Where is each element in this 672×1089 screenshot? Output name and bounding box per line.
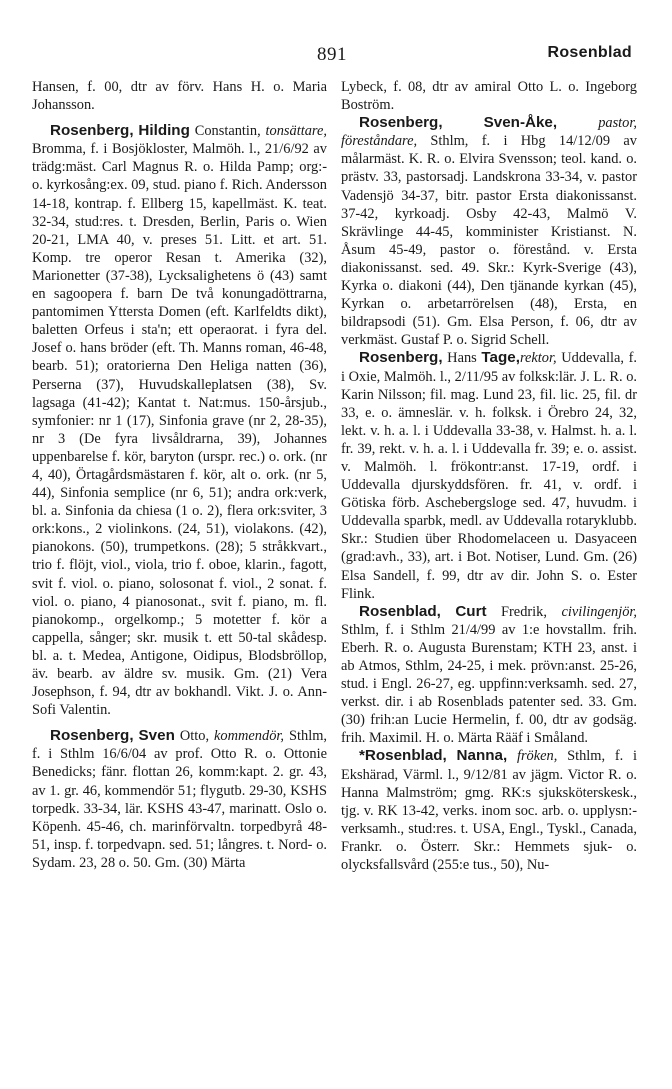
entry-text: Uddevalla, f. i Oxie, Malmöh. l., 2/11/95 av folksk:lär. J. L. R. o. Karin Nilsson; fil. mag. Lund 23, fil. lic. 25, fil. dr 33, e. o. ämneslär. v. h. folksk. i Örebro 24, 32, lekt. v. h. a. l. i Uddevalla 33-38, v. Halmst. h. a. l. fr. 39, rekt. v. h. a. l. i Uddevalla fr. 39; e. o. assist. v. Malmöh. l. frökontr:anst. 17-19, ordf. i Uddevalla djurskyddsfören. fr. 41, v. ordf. i Götiska förb. Aschebergsloge sed. 47, huvudm. i Uddevalla sparbk, medl. av Uddevalla rotaryklubb. Skr.: Studien über Rhodomelaceen u. Dasyaceen (grad:avh., 33), art. i Bot. Notiser, Lund. Gm. (26) Elsa Sandell, f. 99, dtr av dir. John S. o. Ester Flink. bbox=[341, 350, 637, 602]
entry-given-name: Sven-Åke, bbox=[483, 114, 558, 132]
entry-given-name: Nanna, bbox=[456, 747, 508, 765]
entry-given-name: Sven bbox=[138, 727, 175, 745]
entry-surname: Rosenberg, bbox=[50, 122, 134, 140]
entry-given-name: Curt bbox=[455, 602, 487, 620]
entry-given-name: Hilding bbox=[138, 122, 190, 140]
entry-name-rest: Fredrik, bbox=[486, 603, 547, 620]
running-head: Rosenblad bbox=[547, 44, 632, 61]
entry-name-rest: Constantin, bbox=[189, 123, 261, 140]
entry-title: pastor, föreståndare, bbox=[341, 115, 637, 150]
entry-continuation bbox=[341, 78, 637, 114]
entry-surname: *Rosenblad, bbox=[359, 747, 447, 765]
left-column bbox=[32, 78, 327, 872]
entry-title: civilingenjör, bbox=[561, 603, 637, 620]
entry-text: Hansen, f. 00, dtr av förv. Hans H. o. Maria Johansson. bbox=[32, 79, 327, 114]
entry-surname: Rosenberg, bbox=[50, 727, 134, 745]
entry-name-rest: Otto, bbox=[174, 728, 210, 745]
entry-rosenberg-sven-ake bbox=[341, 114, 637, 349]
entry-given-name: Tage, bbox=[481, 349, 520, 367]
entry-rosenblad-curt bbox=[341, 603, 637, 748]
entry-surname: Rosenberg, bbox=[359, 114, 443, 132]
entry-text: Bromma, f. i Bosjökloster, Malmöh. l., 21/6/92 av trädg:mäst. Carl Magnus R. o. Hilda Pamp; org:- o. kyrkosång:ex. 09, stud. piano f. Rich. Andersson 14-18, kontrap. f. Ellberg 15, kapellmäst. K. teat. 32-34, stud:res. t. Dresden, Berlin, Paris o. Wien 20-21, LMA 40, v. preses 51. Litt. et art. 51. Komp. tre operor Resan t. Amerika (32), Marionetter (37-38), Lycksalighetens ö (43) samt en sagoopera f. barn De två konungadöttrarna, pantomimen Ytterstа Domen (eft. Karlfeldts dikt), baletten Orfeus i sta'n; ett operaorat. i fyra del. Josef o. hans bröder (eft. Th. Manns roman, 46-48, bearb. 51); oratorierna Den Heliga natten (36), Perserna (37), Huvudskalleplatsen (38), Sv. lagsaga (41-42); Kantat t. Nat:mus. 150-årsjub., symfonier: nr 1 (17), Sinfonia grave (nr 2, 28-35), nr 3 (De fyra livsåldrarna, 39), Johannes uppenbarelse f. kör, baryton (urspr. rec.) o. ork. (nr 4, 40), Örtagårdsmästaren f. kör, alt o. ork. (nr 5, 44), Sinfonia semplice (nr 6, 51); andra ork:verk, bl. a. Sinfonia da chiesa (1 o. 2), flera ork:sviter, 3 ork:kons., 2 violinkons. (24, 51), violakons. (42), pianokons. (50), trumpetkons. (28); 5 stråkkvart., trio f. flöjt, viol., viola, trio f. oboe, klarin., fagott, svit f. viol. o. piano, solosonat f. viol., 2 sonat. f. viol. o. piano, 4 pianosonat., svit f. piano, m. fl. pianokomp., orgelkomp.; 5 motetter f. kör a cappella, sånger; skr. musik t. ett 50-tal skådesp. bl. a. t. Medea, Antigone, Oidipus, Blodsbröllop, äv. bearb. av äldre sv. musik. Gm. (21) Vera Josephson, f. 94, dtr av bokhandl. Vikt. J. o. Ann-Sofi Valentin. bbox=[32, 141, 327, 719]
right-column bbox=[341, 78, 637, 874]
entry-title: rektor, bbox=[519, 350, 557, 367]
entry-rosenberg-hilding bbox=[32, 122, 327, 719]
entry-text: Sthlm, f. i Hbg 14/12/09 av målarmäst. K. R. o. Elvira Svensson; teol. kand. o. prästv. 33, pastorsadj. Landskrona 33-34, v. pastor Vadensjö 34-37, bitr. pastor Ersta diakonissanst. 37-42, kyrkoadj. Osby 42-43, Malmö V. Skrävlinge 44-45, komminister Kristianst. N. Åsum 45-49, pastor o. förestånd. v. Ersta diakonissanst. sed. 49. Skr.: Kyrk-Sverige (43), Kyrka o. diakoni (44), Den tjänande kyrkan (45), Kyrkan o. arbetarrörelsen (48), Ersta, en bildrapsodi (51). Gm. Elsa Person, f. 06, dtr av verkmäst. Gustaf P. o. Sigrid Schell. bbox=[341, 133, 637, 349]
page-number: 891 bbox=[317, 44, 347, 65]
entry-rosenberg-tage bbox=[341, 349, 637, 602]
entry-name-prefix: Hans bbox=[442, 350, 482, 367]
entry-surname: Rosenberg, bbox=[359, 349, 443, 367]
entry-title: tonsättare, bbox=[265, 123, 327, 140]
entry-text: Sthlm, f. i Sthlm 16/6/04 av prof. Otto R. o. Ottonie Benedicks; fänr. flottan 26, komm:kapt. 2. gr. 43, av 1. gr. 46, kommendör 51; flygutb. 29-30, KSHS torpedk. 33-34, lär. KSHS 43-47, marinatt. Oslo o. Köpenh. 45-46, ch. marinförvaltn. torpedbyrå 48-51, insp. f. torpedvapn. sed. 51; långres. t. Nord- o. Sydam. 23, 28 o. 50. Gm. (30) Märta bbox=[32, 728, 327, 871]
entry-rosenblad-nanna bbox=[341, 747, 637, 874]
entry-text: Sthlm, f. i Ekshärad, Värml. l., 9/12/81 av jägm. Victor R. o. Hanna Malmström; gmg. RK:s sjuksköterskesk., tjg. v. RK 13-42, verks. inom soc. arb. o. upplysn:-verksamh., stud:res. t. USA, Engl., Tyskl., Canada, Frankr. o. Österr. Skr.: Hemmets sjuk- o. olycksfallsvård (255:e tus., 50), Nu- bbox=[341, 748, 637, 874]
entry-surname: Rosenblad, bbox=[359, 602, 441, 620]
page-header bbox=[32, 44, 632, 64]
entry-title: kommendör, bbox=[214, 728, 284, 745]
entry-title: fröken, bbox=[516, 748, 558, 765]
entry-text: Lybeck, f. 08, dtr av amiral Otto L. o. Ingeborg Boström. bbox=[341, 79, 637, 114]
entry-continuation bbox=[32, 78, 327, 114]
entry-rosenberg-sven bbox=[32, 727, 327, 872]
entry-text: Sthlm, f. i Sthlm 21/4/99 av 1:e hovstallm. frih. Eberh. R. o. Augusta Burenstam; KTH 23, anst. i ab Atmos, Sthlm, 24-25, i mek. prövn:anst. 25-26, stud. i Engl. 26-27, eg. uppfinn:verksamh. sed. 27, verkst. dir. i ab Rosenblads patenter sed. 33. Gm. (30) frih:an Lucie Hermelin, f. 00, dtr av godsäg. frih. Maximil. H. o. Märta Rääf i Småland. bbox=[341, 621, 637, 747]
